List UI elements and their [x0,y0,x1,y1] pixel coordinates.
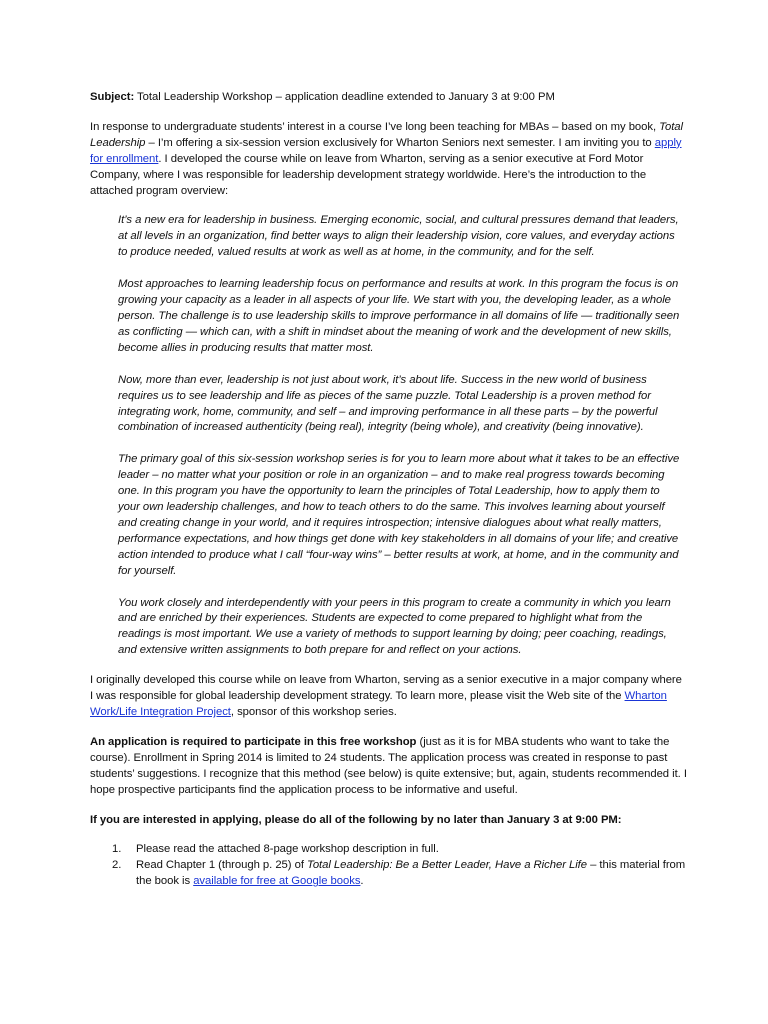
intro-text: – I’m offering a six-session version exclusively for Wharton Seniors next semester. I am inviting you to [145,136,655,149]
apply-enrollment-link[interactable]: apply for enrollment [90,136,682,165]
wharton-project-link[interactable]: Wharton Work/Life Integration Project [90,690,667,718]
origin-paragraph [90,673,688,721]
step-number: 1. [112,843,122,856]
step-text [136,858,688,890]
step-number: 2. [112,859,122,872]
overview-quote: Now, more than ever, leadership is not just about work, it’s about life. Success in the new world of business requires us to see leadership and life as pieces of the same puzzle. Total Leadership is a proven method for integrating work, home, community, and self – and improving performance in all these parts – by the powerful combination of increased authenticity (being real), integrity (being whole), and creativity (being innovative). [118,373,658,434]
overview-quote: Most approaches to learning leadership focus on performance and results at work. In this program the focus is on growing your capacity as a leader in all aspects of your life. We start with you, the developing leader, as a whole person. The challenge is to use leadership skills to improve performance in all domains of life — traditionally seen as conflicting — which can, with a shift in mindset about the meaning of work and the development of new skills, become allies in producing results that matter most. [118,278,680,354]
application-bold-text: An application is required to participate in this free workshop [90,735,417,748]
book-title: Total Leadership [90,120,683,149]
application-text: (just as it is for MBA students who want to take the course). Enrollment in Spring 2014 is limited to 24 students. The application process was created in response to past students’ suggestions. I recognize that this method (see below) is quite extensive; but, again, students recommended it. I hope prospective participants find the application process to be informative and useful. [90,735,687,796]
subject-line [90,90,688,106]
step-text-part: – this material from the book is [136,859,686,888]
intro-text: . I developed the course while on leave from Wharton, serving as a senior executive at Ford Motor Company, where I was responsible for leadership development strategy worldwide. Here’s the introduction to the attached program overview: [90,152,647,197]
step-text: Please read the attached 8-page workshop description in full. [136,843,439,856]
intro-text: In response to undergraduate students’ interest in a course I’ve long been teaching for MBAs – based on my book, [90,120,660,133]
list-item [112,842,688,858]
step-text-part: Read Chapter 1 (through p. 25) of [136,859,307,872]
origin-text: I originally developed this course while on leave from Wharton, serving as a senior executive in a major company where I was responsible for global leadership development strategy. To learn more, please visit the Web site of the [90,674,682,703]
list-item [112,858,688,890]
steps-list [112,842,688,890]
application-paragraph [90,735,688,799]
subject-text: Total Leadership Workshop – application deadline extended to January 3 at 9:00 PM [134,91,555,103]
intro-paragraph [90,120,688,200]
step-text-part: . [360,875,364,888]
google-books-link[interactable]: available for free at Google books [193,875,361,888]
overview-quote: The primary goal of this six-session workshop series is for you to learn more about what it takes to be an effective leader – no matter what your position or role in an organization – and to make real progress towards becoming one. In this program you have the opportunity to learn the principles of Total Leadership, how to apply them to your own leadership challenges, and how to teach others to do the same. This involves learning about yourself and creating change in your world, and it requires introspection; intensive dialogues about what really matters, performance expectations, and how things get done with key stakeholders in all domains of your life; and creative action intended to produce what I call “four-way wins” – better results at work, at home, and in the community and for yourself. [118,453,680,577]
book-title: Total Leadership: Be a Better Leader, Have a Richer Life [307,859,588,872]
subject-label: Subject: [90,91,135,103]
origin-text: , sponsor of this workshop series. [230,706,397,718]
instructions-heading: If you are interested in applying, please do all of the following by no later than January 3 at 9:00 PM: [90,813,622,826]
overview-quote: It’s a new era for leadership in business. Emerging economic, social, and cultural pressures demand that leaders, at all levels in an organization, find better ways to align their leadership vision, core values, and everyday actions to produce needed, valued results at work as well as at home, in the community, and for the self. [118,214,679,259]
overview-quote: You work closely and interdependently with your peers in this program to create a community in which you learn and are enriched by their experiences. Students are expected to come prepared to highlight what from the readings is most important. We use a variety of methods to support learning by doing; peer coaching, readings, and extensive written assignments to both prepare for and reflect on your actions. [118,596,671,657]
